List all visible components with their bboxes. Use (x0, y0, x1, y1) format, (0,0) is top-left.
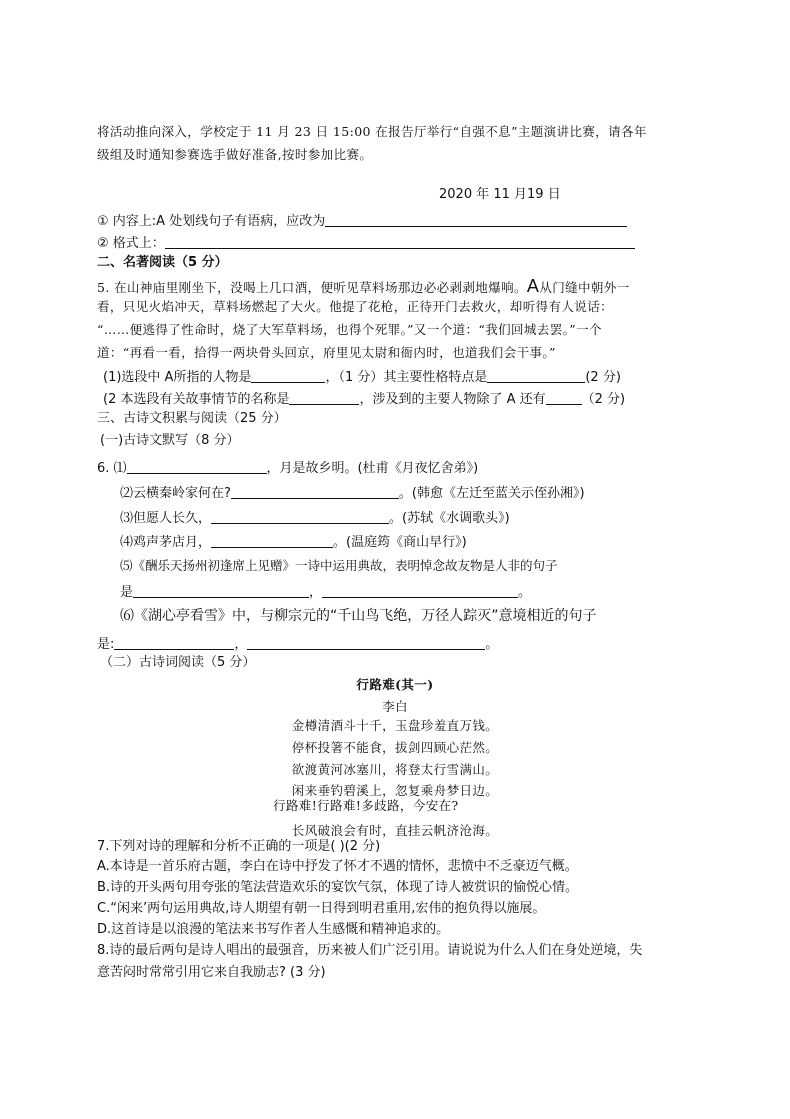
revise-format-blank[interactable] (165, 234, 635, 249)
q6-5-blank-2[interactable] (322, 583, 518, 598)
q6-1-text: ，月是故乡明。(杜甫《月夜忆舍弟》) (266, 461, 479, 476)
q6-3-source: 。(苏轼《水调歌头》) (389, 511, 510, 526)
q5-2-score: （2 分) (581, 392, 626, 407)
q6-6-prompt: ⑹《湖心亭看雪》中，与柳宗元的“千山鸟飞绝，万径人踪灭”意境相近的句子 (120, 608, 597, 624)
poem-title: 行路难(其一) (356, 677, 434, 692)
section-3-sub-2: （二）古诗词阅读（5 分） (100, 655, 256, 670)
q7-prompt: 7.下列对诗的理解和分析不正确的一项是( )(2 分) (97, 839, 381, 854)
revise-format-item (97, 234, 635, 251)
q6-6-period: 。 (485, 637, 499, 652)
q6-5-blank-1[interactable] (133, 583, 309, 598)
q5-1-score: (2 分) (585, 370, 621, 385)
poem-line: 闲来垂钓碧溪上，忽复乘舟梦日边。 (291, 783, 499, 798)
q5-1-blank-trait[interactable] (487, 368, 585, 383)
q5-question-2 (103, 390, 625, 407)
section-3-sub-1: (一)古诗文默写（8 分） (100, 433, 240, 448)
q5-1-text-mid: ，（1 分）其主要性格特点是 (325, 370, 488, 385)
q5-1-blank-person[interactable] (251, 368, 325, 383)
q6-6-blank-1[interactable] (114, 635, 234, 650)
revise-content-item (97, 212, 627, 229)
q6-2-text: ⑵云横秦岭家何在? (120, 486, 231, 501)
q5-passage-line-3: “……便逃得了性命时，烧了大军草料场，也得个死罪。”又一个道：“我们回城去罢。”一个 (97, 322, 602, 337)
q5-question-1 (103, 368, 621, 385)
q7-option-c: C.“闲来’两句运用典故,诗人期望有朝一日得到明君重用,宏伟的抱负得以施展。 (97, 901, 546, 916)
q5-passage-line-2: 看，只见火焰冲天，草料场燃起了大火。他提了花枪，正待开门去救火，却听得有人说话： (97, 299, 614, 314)
q8-prompt-line-2: 意苦闷时常常引用它来自我励志? (3 分) (97, 965, 326, 980)
q5-2-text-mid: ，涉及到的主要人物除了 A 还有 (359, 392, 546, 407)
poem-line: 行路难!行路难!多歧路，今安在? (273, 798, 459, 813)
q6-2-source: 。(韩愈《左迁至蓝关示侄孙湘》) (398, 486, 585, 501)
poem-line: 欲渡黄河冰塞川，将登太行雪满山。 (291, 762, 499, 777)
poem-author: 李白 (382, 699, 408, 714)
q5-2-blank-plot[interactable] (289, 390, 359, 405)
q6-2-blank[interactable] (231, 484, 399, 499)
q5-passage-text: 5. 在山神庙里刚坐下，没喝上几口酒，便听见草料场那边必必剥剥地爆响。 (97, 280, 527, 295)
q6-4 (120, 533, 467, 550)
q7-option-a: A.本诗是一首乐府古题，李白在诗中抒发了怀才不遇的情怀，悲愤中不乏豪迈气概。 (97, 859, 578, 874)
section-2-heading: 二、名著阅读（5 分） (97, 255, 228, 270)
q7-option-d: D.这首诗是以浪漫的笔法来书写作者人生感慨和精神追求的。 (97, 922, 450, 937)
revise-format-label: ② 格式上： (97, 236, 165, 251)
q6-3-text: ⑶但愿人长久， (120, 511, 212, 526)
q5-1-text: (1)选段中 A所指的人物是 (103, 370, 252, 385)
q6-3 (120, 509, 510, 526)
q6-3-blank[interactable] (211, 509, 389, 524)
poem-line: 金樽清酒斗十千，玉盘珍羞直万钱。 (291, 718, 499, 733)
q6-4-source: 。(温庭筠《商山早行》) (333, 535, 467, 550)
q5-2-blank-people[interactable] (546, 390, 582, 405)
q6-label: 6. ⑴ (97, 461, 127, 476)
q6-5-answer (120, 583, 531, 600)
notice-line-2: 级组及时通知参赛选手做好准备,按时参加比赛。 (97, 147, 373, 162)
q5-passage-line-1 (97, 277, 630, 297)
q6-4-text: ⑷鸡声茅店月， (120, 535, 212, 550)
q5-2-text: (2 本选段有关故事情节的名称是 (103, 392, 290, 407)
q7-option-b: B.诗的开头两句用夸张的笔法营造欢乐的宴饮气氛，体现了诗人被赏识的愉悦心情。 (97, 880, 579, 895)
q5-marker-a: A (526, 276, 540, 296)
q6-1-blank[interactable] (127, 459, 267, 474)
q6-5-period: 。 (518, 585, 532, 600)
q6-5-prompt: ⑸《酬乐天扬州初逢席上见赠》一诗中运用典故，表明悼念故友物是人非的句子 (120, 558, 558, 573)
q6-2 (120, 484, 585, 501)
q6-6-comma: ， (234, 637, 248, 652)
q6-6-label: 是: (97, 637, 115, 652)
q8-prompt-line-1: 8.诗的最后两句是诗人唱出的最强音，历来被人们广泛引用。请说说为什么人们在身处逆境，失 (97, 943, 643, 958)
q6-4-blank[interactable] (211, 533, 333, 548)
q5-passage-text-cont: 从门缝中朝外一 (539, 280, 630, 295)
poem-line: 停杯投箸不能食，拔剑四顾心茫然。 (291, 740, 499, 755)
revise-content-blank[interactable] (325, 212, 627, 227)
q6-5-label: 是 (120, 585, 134, 600)
poem-line: 长风破浪会有时，直挂云帆济沧海。 (291, 823, 499, 838)
q6-6-answer (97, 635, 498, 652)
q6-6-blank-2[interactable] (247, 635, 485, 650)
section-3-heading: 三、古诗文积累与阅读（25 分） (97, 411, 287, 426)
notice-date: 2020 年 11 月19 日 (439, 187, 561, 202)
notice-line-1: 将活动推向深入，学校定于 11 月 23 日 15:00 在报告厅举行“自强不息”主题演讲比赛，请各年 (97, 124, 647, 139)
q6-1 (97, 459, 478, 476)
q6-5-comma: ， (309, 585, 323, 600)
revise-content-label: ① 内容上:A 处划线句子有语病，应改为 (97, 214, 326, 229)
q5-passage-line-4: 道：“再看一看，拾得一两块骨头回京，府里见太尉和衙内时，也道我们会干事。” (97, 345, 556, 360)
